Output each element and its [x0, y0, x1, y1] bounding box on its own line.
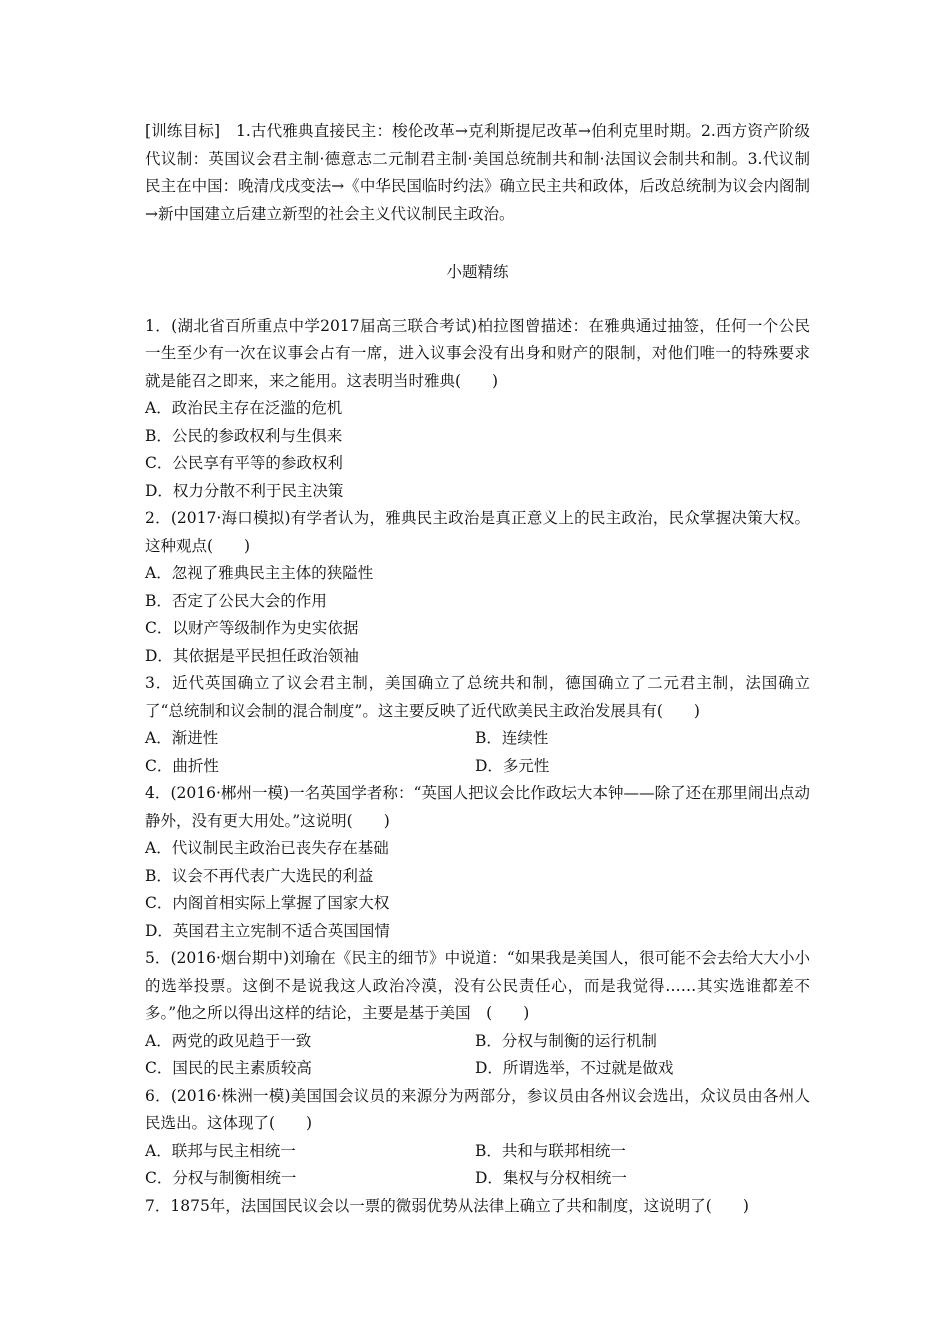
- option-d: D．权力分散不利于民主决策: [145, 481, 344, 500]
- option-c: C．公民享有平等的参政权利: [145, 454, 343, 472]
- option-grid: [145, 1138, 810, 1193]
- question-2: [145, 505, 810, 670]
- option-b: B．共和与联邦相统一: [475, 1141, 626, 1160]
- question-7: [145, 1193, 810, 1221]
- question-stem: 2．(2017·海口模拟)有学者认为，雅典民主政治是真正意义上的民主政治，民众掌握决策大权。这种观点( ): [145, 509, 810, 555]
- question-stem: 4．(2016·郴州一模)一名英国学者称：“英国人把议会比作政坛大本钟——除了还在那里闹出点动静外，没有更大用处。”这说明( ): [145, 784, 810, 830]
- option-a: A．渐进性: [145, 729, 219, 747]
- question-4: [145, 780, 810, 945]
- option-a: A．忽视了雅典民主主体的狭隘性: [145, 564, 374, 582]
- question-stem: 6．(2016·株洲一模)美国国会议员的来源分为两部分，参议员由各州议会选出，众议员由各州人民选出。这体现了( ): [145, 1086, 810, 1132]
- training-goals: [训练目标] 1.古代雅典直接民主：梭伦改革→克利斯提尼改革→伯利克里时期。2.西方资产阶级代议制：英国议会君主制·德意志二元制君主制·美国总统制共和制·法国议会制共和制。3.代议制民主在中国：晚清戊戌变法→《中华民国临时约法》确立民主共和政体，后改总统制为议会内阁制→新中国建立后建立新型的社会主义代议制民主政治。: [145, 122, 810, 223]
- question-5: [145, 945, 810, 1083]
- option-b: B．连续性: [475, 729, 549, 747]
- option-list: [145, 560, 810, 670]
- option-d: D．多元性: [475, 756, 550, 775]
- option-a: A．两党的政见趋于一致: [145, 1031, 312, 1050]
- option-c: C．分权与制衡相统一: [145, 1169, 297, 1187]
- option-list: [145, 835, 810, 945]
- option-c: C．以财产等级制作为史实依据: [145, 619, 359, 637]
- option-c: C．内阁首相实际上掌握了国家大权: [145, 894, 390, 912]
- option-b: B．分权与制衡的运行机制: [475, 1031, 657, 1050]
- option-d: D．英国君主立宪制不适合英国国情: [145, 921, 390, 940]
- option-list: [145, 395, 810, 505]
- question-6: [145, 1083, 810, 1193]
- question-3: [145, 670, 810, 780]
- option-a: A．联邦与民主相统一: [145, 1141, 296, 1160]
- option-c: C．曲折性: [145, 756, 219, 775]
- question-1: [145, 313, 810, 506]
- question-stem: 7．1875年，法国国民议会以一票的微弱优势从法律上确立了共和制度，这说明了( ): [145, 1196, 749, 1215]
- option-b: B．公民的参政权利与生俱来: [145, 426, 343, 445]
- document-page: [145, 118, 810, 1220]
- question-stem: 1．(湖北省百所重点中学2017届高三联合考试)柏拉图曾描述：在雅典通过抽签，任何一个公民一生至少有一次在议事会占有一席，进入议事会没有出身和财产的限制，对他们唯一的特殊要求就是能召之即来，来之能用。这表明当时雅典( ): [145, 316, 810, 390]
- section-title: 小题精练: [446, 263, 509, 281]
- option-a: A．政治民主存在泛滥的危机: [145, 399, 343, 417]
- question-stem: 3．近代英国确立了议会君主制，美国确立了总统共和制，德国确立了二元君主制，法国确立了“总统制和议会制的混合制度”。这主要反映了近代欧美民主政治发展具有( ): [145, 674, 810, 720]
- option-grid: [145, 725, 810, 780]
- option-d: D．其依据是平民担任政治领袖: [145, 646, 359, 665]
- option-b: B．议会不再代表广大选民的利益: [145, 866, 374, 885]
- option-b: B．否定了公民大会的作用: [145, 591, 327, 610]
- option-d: D．所谓选举，不过就是做戏: [475, 1059, 674, 1077]
- question-stem: 5．(2016·烟台期中)刘瑜在《民主的细节》中说道：“如果我是美国人，很可能不会去给大大小小的选举投票。这倒不是说我这人政治冷漠，没有公民责任心，而是我觉得……其实选谁都差不多。”他之所以得出这样的结论，主要是基于美国 ( ): [145, 949, 810, 1022]
- option-c: C．国民的民主素质较高: [145, 1059, 312, 1077]
- option-a: A．代议制民主政治已丧失存在基础: [145, 839, 389, 857]
- option-grid: [145, 1028, 810, 1083]
- option-d: D．集权与分权相统一: [475, 1169, 627, 1187]
